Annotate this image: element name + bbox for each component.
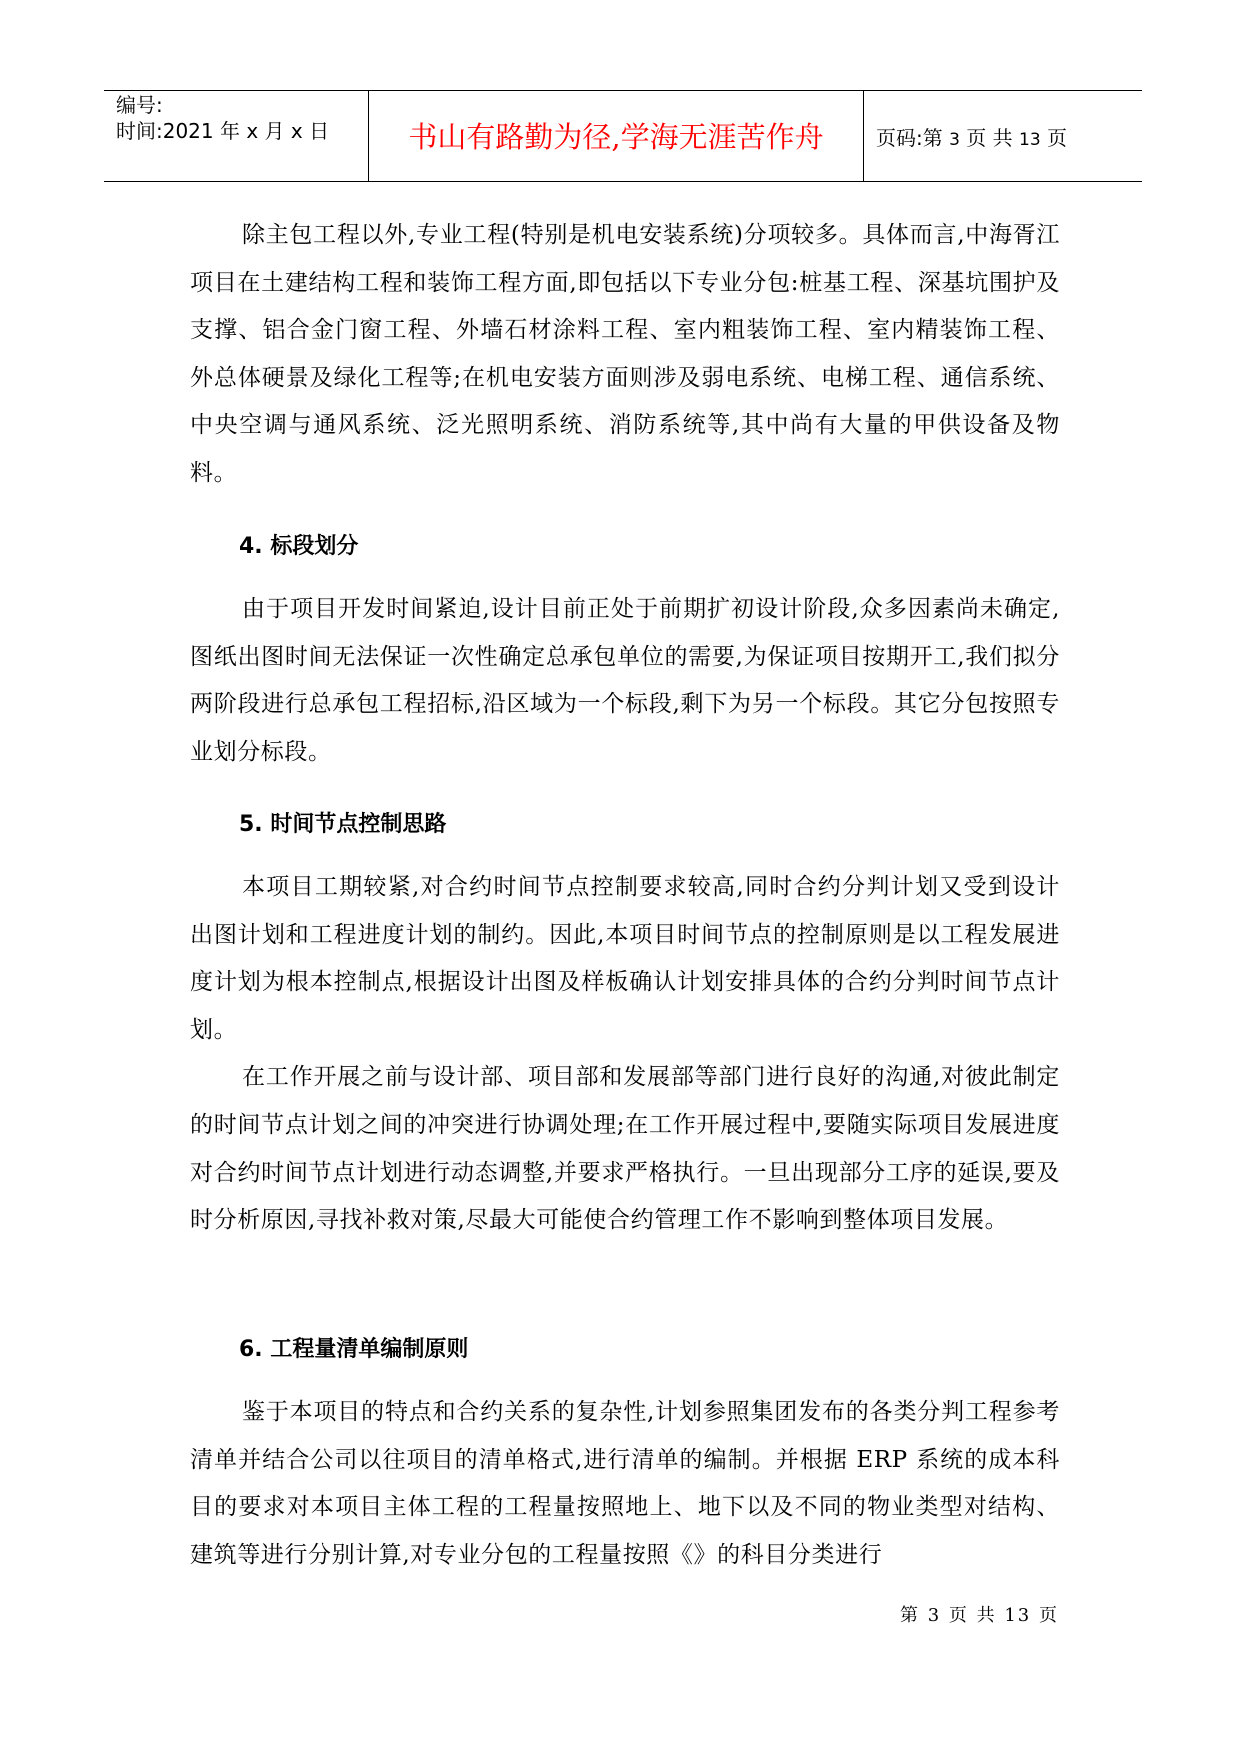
- page-footer: 第 3 页 共 13 页: [900, 1605, 1059, 1626]
- document-number-label: 编号:: [116, 93, 163, 117]
- page-suffix: 页: [1047, 126, 1068, 150]
- body-paragraph: 鉴于本项目的特点和合约关系的复杂性,计划参照集团发布的各类分判工程参考清单并结合公司以往项目的清单格式,进行清单的编制。并根据 ERP 系统的成本科目的要求对本项目主体工程的工程量按照地上、地下以及不同的物业类型对结构、建筑等进行分别计算,对专业分包的工程量按照《》的科目分类进行: [190, 1399, 1060, 1568]
- header-info-cell: [104, 91, 369, 181]
- body-paragraph: 由于项目开发时间紧迫,设计目前正处于前期扩初设计阶段,众多因素尚未确定,图纸出图时间无法保证一次性确定总承包单位的需要,为保证项目按期开工,我们拟分两阶段进行总承包工程招标,沿区域为一个标段,剩下为另一个标段。其它分包按照专业划分标段。: [190, 596, 1060, 765]
- body-paragraph-block-5: [190, 1389, 1060, 1579]
- header-motto: 书山有路勤为径,学海无涯苦作舟: [408, 120, 824, 154]
- page-header: [104, 90, 1142, 182]
- page-current-number: 3: [949, 130, 960, 150]
- body-paragraph: 在工作开展之前与设计部、项目部和发展部等部门进行良好的沟通,对彼此制定的时间节点计划之间的冲突进行协调处理;在工作开展过程中,要随实际项目发展进度对合约时间节点计划进行动态调整,并要求严格执行。一旦出现部分工序的延误,要及时分析原因,寻找补救对策,尽最大可能使合约管理工作不影响到整体项目发展。: [190, 1064, 1060, 1234]
- body-paragraph: 本项目工期较紧,对合约时间节点控制要求较高,同时合约分判计划又受到设计出图计划和工程进度计划的制约。因此,本项目时间节点的控制原则是以工程发展进度计划为根本控制点,根据设计出图及样板确认计划安排具体的合约分判时间节点计划。: [190, 874, 1060, 1043]
- section-heading-6: 6. 工程量清单编制原则: [239, 1337, 469, 1362]
- section-heading-4: 4. 标段划分: [239, 534, 359, 559]
- page-total-number: 13: [1019, 130, 1041, 150]
- page-prefix: 页码:第: [876, 126, 943, 150]
- header-page-cell: [864, 91, 1142, 181]
- header-page-indicator: [876, 125, 1067, 153]
- body-paragraph-block-2: [190, 586, 1060, 776]
- page-mid: 页 共: [966, 126, 1013, 150]
- body-paragraph: 除主包工程以外,专业工程(特别是机电安装系统)分项较多。具体而言,中海胥江项目在土建结构工程和装饰工程方面,即包括以下专业分包:桩基工程、深基坑围护及支撑、铝合金门窗工程、外墙石材涂料工程、室内粗装饰工程、室内精装饰工程、外总体硬景及绿化工程等;在机电安装方面则涉及弱电系统、电梯工程、通信系统、中央空调与通风系统、泛光照明系统、消防系统等,其中尚有大量的甲供设备及物料。: [190, 222, 1060, 486]
- body-paragraph-block-3: [190, 864, 1060, 1245]
- header-motto-cell: [369, 91, 864, 181]
- body-paragraph-block-1: [190, 212, 1060, 498]
- section-heading-5: 5. 时间节点控制思路: [239, 812, 447, 837]
- document-time-label: 时间:2021 年 x 月 x 日: [116, 119, 330, 143]
